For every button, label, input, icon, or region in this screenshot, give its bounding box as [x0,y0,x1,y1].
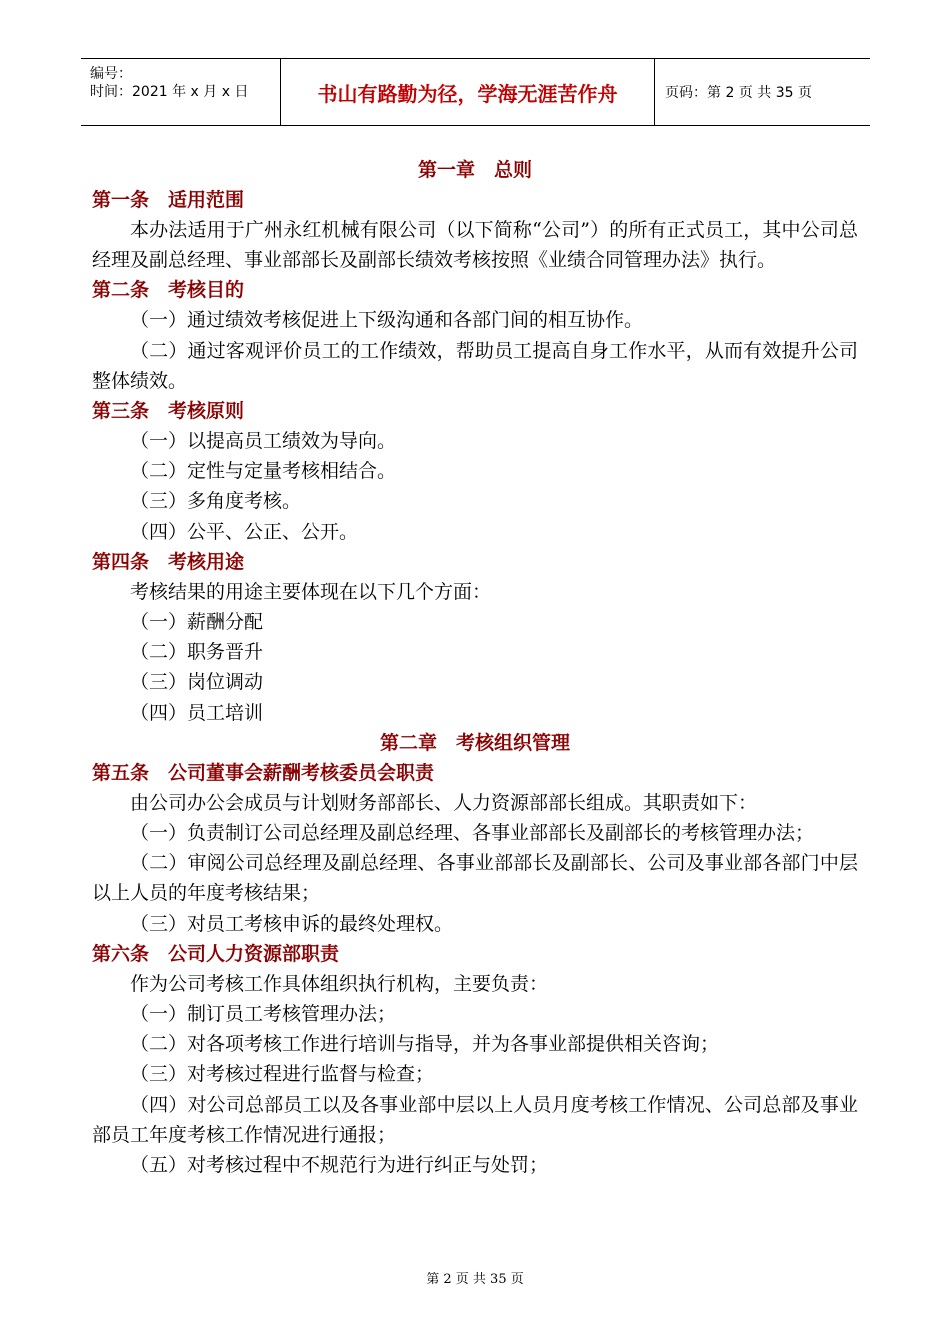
header-motto: 书山有路勤为径，学海无涯苦作舟 [281,59,655,125]
article-heading: 第二条 考核目的 [92,279,245,302]
article-heading: 第一条 适用范围 [92,189,245,211]
header-page-info: 页码：第 2 页 共 35 页 [665,85,812,101]
chapter-heading: 第一章 总则 [417,159,532,181]
paragraph: 本办法适用于广州永红机械有限公司（以下简称“公司”）的所有正式员工，其中公司总经理及副总经理、事业部部长及副部长绩效考核按照《业绩合同管理办法》执行。 [92,219,858,272]
paragraph: （三）对考核过程进行监督与检查； [130,1063,435,1086]
article-heading: 第三条 考核原则 [92,400,245,423]
paragraph: （一）通过绩效考核促进上下级沟通和各部门间的相互协作。 [130,309,644,332]
document-time: 时间：2021 年 x 月 x 日 [90,84,249,100]
paragraph: （二）通过客观评价员工的工作绩效，帮助员工提高自身工作水平，从而有效提升公司整体绩效。 [92,339,858,392]
paragraph: （三）对员工考核申诉的最终处理权。 [130,912,454,935]
article-heading: 第五条 公司董事会薪酬考核委员会职责 [92,761,435,784]
paragraph: （二）对各项考核工作进行培训与指导，并为各事业部提供相关咨询； [130,1033,720,1056]
paragraph: （一）制订员工考核管理办法； [130,1003,397,1026]
chapter-heading: 第二章 考核组织管理 [379,731,570,754]
document-body [92,155,858,1180]
paragraph: （四）对公司总部员工以及各事业部中层以上人员月度考核工作情况、公司总部及事业部员工年度考核工作情况进行通报； [92,1093,858,1146]
paragraph: （三）多角度考核。 [130,490,302,513]
paragraph: （三）岗位调动 [130,671,264,694]
paragraph: （一）以提高员工绩效为导向。 [130,430,397,453]
document-number: 编号： [90,66,132,82]
page-footer: 第 2 页 共 35 页 [426,1272,524,1287]
paragraph: 作为公司考核工作具体组织执行机构，主要负责： [130,972,549,995]
header-meta [81,59,281,125]
paragraph: （二）审阅公司总经理及副总经理、各事业部部长及副部长、公司及事业部各部门中层以上人员的年度考核结果； [92,852,858,905]
paragraph: （一）薪酬分配 [130,611,264,634]
page-header [81,58,870,126]
paragraph: 由公司办公会成员与计划财务部部长、人力资源部部长组成。其职责如下： [130,791,758,814]
paragraph: （二）定性与定量考核相结合。 [130,460,397,483]
article-heading: 第六条 公司人力资源部职责 [92,942,340,965]
article-heading: 第四条 考核用途 [92,550,245,573]
paragraph: （四）员工培训 [130,701,264,724]
paragraph: 考核结果的用途主要体现在以下几个方面： [130,580,492,603]
paragraph: （五）对考核过程中不规范行为进行纠正与处罚； [130,1154,549,1177]
paragraph: （一）负责制订公司总经理及副总经理、各事业部部长及副部长的考核管理办法； [130,822,815,845]
paragraph: （四）公平、公正、公开。 [130,520,359,543]
paragraph: （二）职务晋升 [130,641,264,664]
